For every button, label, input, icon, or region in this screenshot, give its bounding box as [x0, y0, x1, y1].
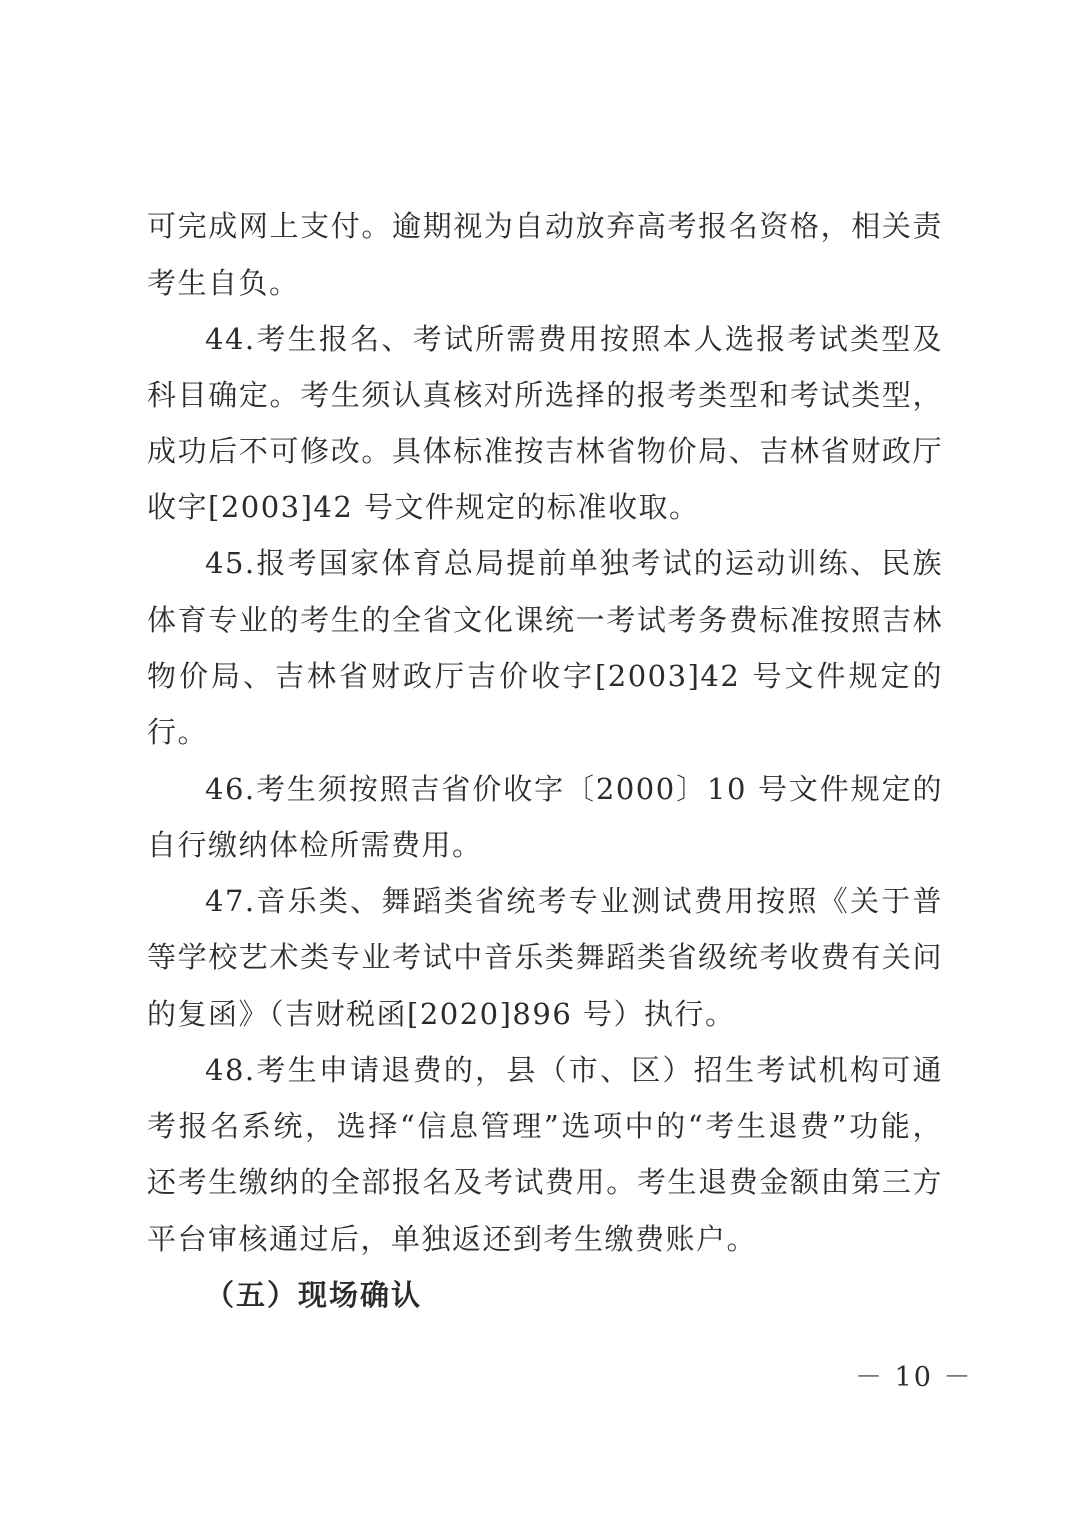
- section-heading: （五）现场确认: [205, 1278, 423, 1312]
- paragraph-47-line-3: 的复函》（吉财税函[2020]896 号）执行。: [147, 997, 736, 1031]
- paragraph-45-line-4: 行。: [147, 715, 209, 749]
- paragraph-45-line-2: 体育专业的考生的全省文化课统一考试考务费标准按照吉林: [147, 603, 943, 637]
- paragraph-45-line-1: 45.报考国家体育总局提前单独考试的运动训练、民族: [205, 546, 943, 580]
- paragraph-48-line-1: 48.考生申请退费的，县（市、区）招生考试机构可通: [205, 1053, 943, 1087]
- paragraph-43-line-3: 考生自负。: [147, 266, 300, 300]
- paragraph-47-line-1: 47.音乐类、舞蹈类省统考专业测试费用按照《关于普: [205, 884, 943, 918]
- paragraph-44-line-1: 44.考生报名、考试所需费用按照本人选报考试类型及: [205, 322, 943, 356]
- paragraph-44-line-2: 科目确定。考生须认真核对所选择的报考类型和考试类型，: [147, 378, 943, 412]
- paragraph-44-line-4: 收字[2003]42 号文件规定的标准收取。: [147, 490, 700, 524]
- page-number: － 10 －: [855, 1362, 973, 1393]
- paragraph-48-line-3: 还考生缴纳的全部报名及考试费用。考生退费金额由第三方: [147, 1165, 943, 1199]
- paragraph-48-line-2: 考报名系统，选择“信息管理”选项中的“考生退费”功能，: [147, 1109, 943, 1143]
- paragraph-46-line-1: 46.考生须按照吉省价收字〔2000〕10 号文件规定的: [205, 772, 943, 806]
- paragraph-45-line-3: 物价局、吉林省财政厅吉价收字[2003]42 号文件规定的: [147, 659, 943, 693]
- paragraph-44-line-3: 成功后不可修改。具体标准按吉林省物价局、吉林省财政厅: [147, 434, 943, 468]
- paragraph-48-line-4: 平台审核通过后，单独返还到考生缴费账户。: [147, 1222, 758, 1256]
- paragraph-47-line-2: 等学校艺术类专业考试中音乐类舞蹈类省级统考收费有关问: [147, 940, 943, 974]
- paragraph-46-line-2: 自行缴纳体检所需费用。: [147, 828, 483, 862]
- paragraph-43-line-2: 可完成网上支付。逾期视为自动放弃高考报名资格，相关责: [147, 209, 943, 243]
